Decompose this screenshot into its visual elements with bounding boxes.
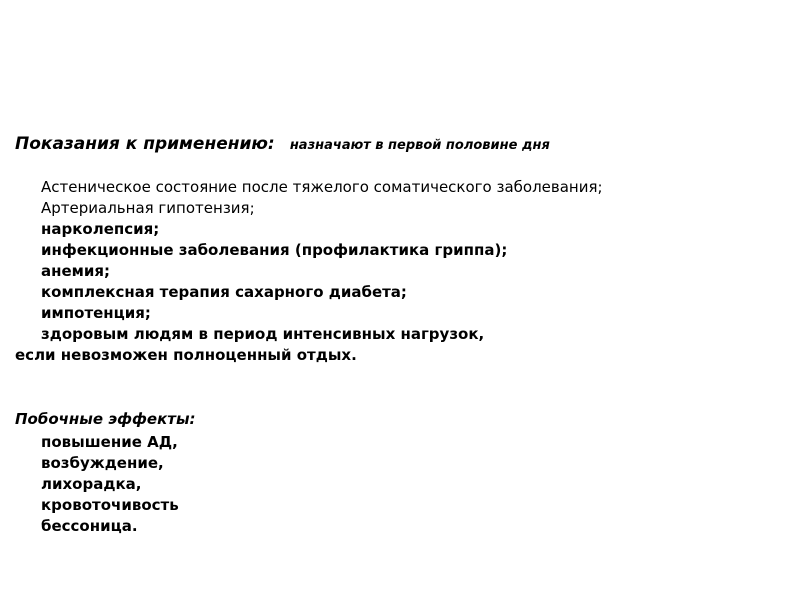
indication-item: анемия; — [41, 262, 111, 280]
indication-item: импотенция; — [41, 304, 151, 322]
indications-list — [15, 177, 603, 366]
indication-item: нарколепсия; — [41, 220, 160, 238]
side-effect-item: повышение АД, — [41, 433, 178, 451]
indication-item: Артериальная гипотензия; — [41, 199, 255, 217]
side-effect-item: возбуждение, — [41, 454, 164, 472]
indication-item: здоровым людям в период интенсивных нагрузок, — [41, 325, 485, 343]
side-effect-item: кровоточивость — [41, 496, 179, 514]
indications-heading-line — [15, 134, 550, 154]
indications-heading: Показания к применению: — [15, 134, 275, 154]
indication-item: если невозможен полноценный отдых. — [15, 346, 357, 364]
indication-item: комплексная терапия сахарного диабета; — [41, 283, 407, 301]
indication-item: инфекционные заболевания (профилактика гриппа); — [41, 241, 508, 259]
indications-note: назначают в первой половине дня — [289, 138, 550, 153]
side-effects-list — [41, 432, 179, 537]
side-effect-item: бессоница. — [41, 517, 138, 535]
side-effects-heading: Побочные эффекты: — [15, 410, 196, 428]
indication-item: Астеническое состояние после тяжелого соматического заболевания; — [41, 178, 603, 196]
side-effect-item: лихорадка, — [41, 475, 142, 493]
